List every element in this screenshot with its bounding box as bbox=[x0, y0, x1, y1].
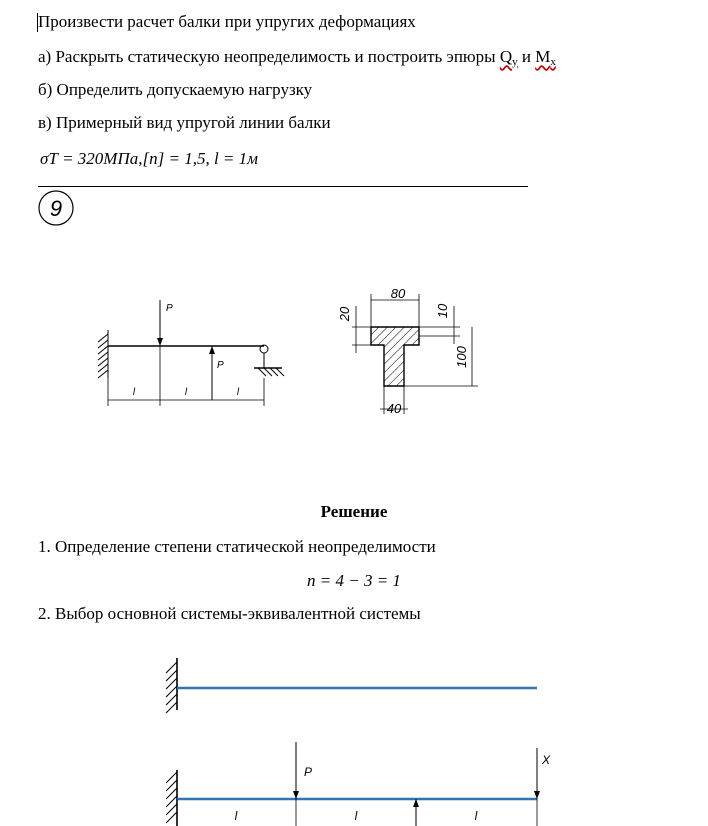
dim-height-label: 100 bbox=[454, 346, 469, 368]
dim-web-label: 40 bbox=[386, 401, 402, 416]
span-label-1: l bbox=[234, 809, 238, 823]
solution-heading: Решение bbox=[320, 502, 388, 521]
cross-section-shape bbox=[371, 327, 419, 386]
solution-formula-1: n = 4 − 3 = 1 bbox=[307, 571, 401, 590]
load-label-mid: P bbox=[217, 360, 224, 371]
task-item-a-text: а) Раскрыть статическую неопределимость и построить эпюры bbox=[38, 47, 500, 66]
task-item-a bbox=[38, 47, 556, 68]
span-label-2: l bbox=[354, 809, 358, 823]
load-label-top: P bbox=[166, 303, 173, 314]
span-label-2: l bbox=[184, 387, 188, 398]
roller-support-icon bbox=[254, 345, 284, 376]
load-p-label: P bbox=[304, 765, 313, 779]
span-label-3: l bbox=[474, 809, 478, 823]
task-title: Произвести расчет балки при упругих деформациях bbox=[38, 12, 416, 31]
load-arrow-down bbox=[157, 300, 163, 346]
load-arrow-up bbox=[209, 346, 215, 400]
task-item-b: б) Определить допускаемую нагрузку bbox=[38, 80, 313, 99]
fixed-support-icon bbox=[98, 330, 108, 378]
equivalent-system-figure bbox=[0, 650, 708, 826]
divider bbox=[38, 186, 528, 187]
load-arrow-down bbox=[293, 742, 299, 799]
solution-step-2: 2. Выбор основной системы-эквивалентной системы bbox=[38, 604, 421, 623]
variant-number: 9 bbox=[49, 196, 63, 221]
fixed-support-icon bbox=[166, 658, 177, 713]
span-label-3: l bbox=[236, 387, 240, 398]
dim-width-label: 80 bbox=[390, 286, 406, 301]
fixed-support-icon bbox=[166, 770, 177, 826]
given-formula: σТ = 320МПа,[n] = 1,5, l = 1м bbox=[40, 149, 258, 168]
reaction-x-arrow bbox=[534, 748, 540, 799]
problem-figure bbox=[0, 188, 708, 438]
task-item-c: в) Примерный вид упругой линии балки bbox=[38, 113, 331, 132]
dim-offset-label: 10 bbox=[435, 303, 450, 319]
solution-step-1: 1. Определение степени статической неопределимости bbox=[38, 537, 436, 556]
load-arrow-up bbox=[413, 799, 419, 826]
load-x-label: X bbox=[542, 753, 551, 767]
dim-flange-label: 20 bbox=[337, 306, 352, 322]
q-label: $Q_y$ bbox=[499, 47, 518, 68]
span-label-1: l bbox=[132, 387, 136, 398]
and-text: и bbox=[517, 47, 536, 66]
m-label: $M_x$ bbox=[535, 47, 556, 68]
